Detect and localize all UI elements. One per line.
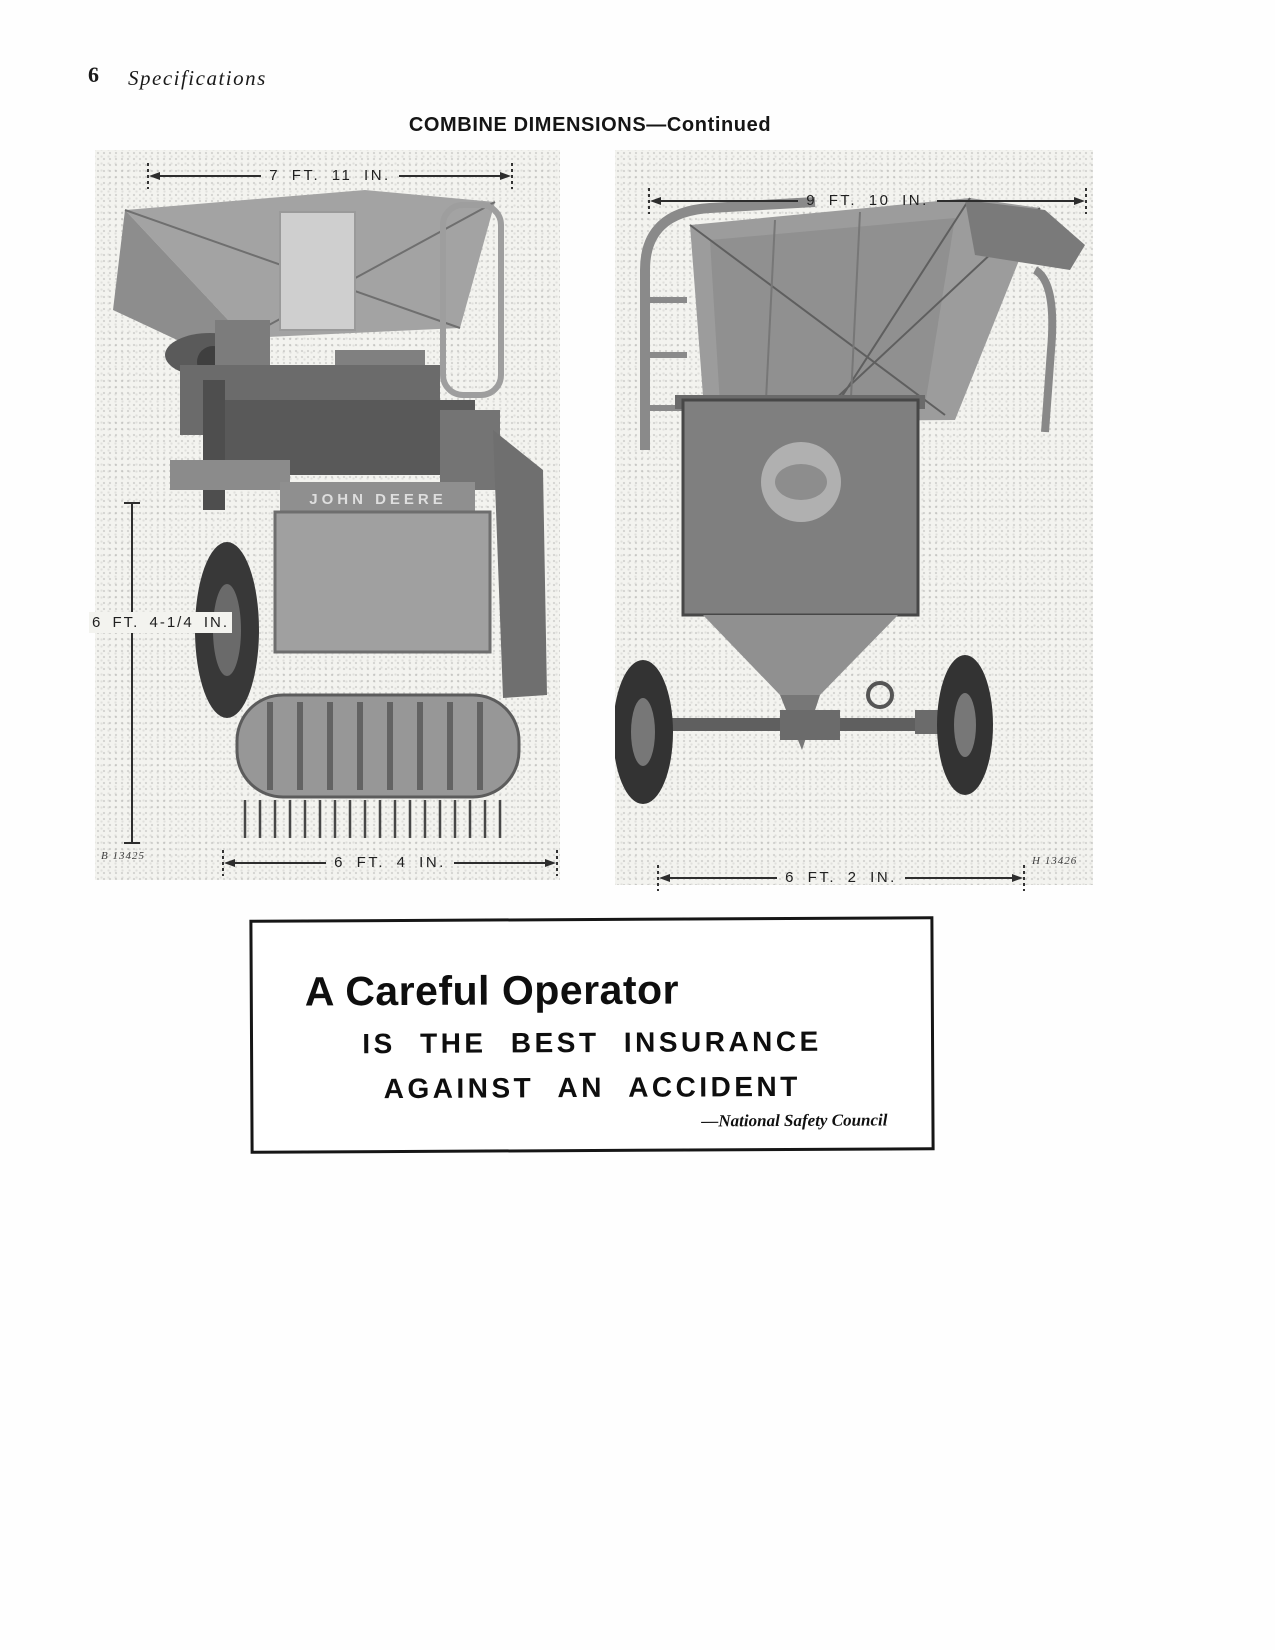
dimension-line	[160, 175, 261, 177]
arrow-left-icon	[149, 172, 160, 180]
page-number: 6	[88, 62, 99, 87]
safety-line-2: IS THE BEST INSURANCE	[362, 1025, 822, 1060]
pickup-teeth-shape	[245, 800, 500, 838]
dimension-line	[937, 200, 1074, 202]
dimension-line	[905, 877, 1012, 879]
arrow-right-icon	[545, 859, 556, 867]
extension-line	[511, 163, 513, 189]
arrow-right-icon	[1074, 197, 1085, 205]
pickup-cylinder-shape	[237, 695, 519, 797]
extension-line	[1085, 188, 1087, 214]
arrow-left-icon	[224, 859, 235, 867]
engine-deck-shape	[170, 320, 500, 510]
dimension-label: 6 FT. 2 IN.	[785, 868, 897, 886]
dimension-rear-top-width	[648, 190, 1087, 212]
figure-combine-rear	[615, 150, 1093, 885]
dimension-front-bottom-width	[222, 852, 558, 874]
axle-shape	[653, 710, 983, 740]
extension-line	[1023, 865, 1025, 891]
safety-attribution: —National Safety Council	[701, 1110, 888, 1131]
machine-brand-label: JOHN DEERE	[309, 491, 447, 508]
photo-id: H 13426	[1032, 855, 1078, 867]
arrow-right-icon	[1012, 874, 1023, 882]
dimension-label: 7 FT. 11 IN.	[269, 166, 391, 184]
hopper-shape	[113, 190, 501, 395]
page-title: COMBINE DIMENSIONS—Continued	[408, 114, 772, 136]
right-wheel-shape	[937, 655, 993, 795]
dimension-front-height	[131, 502, 133, 844]
left-wheel-shape	[615, 660, 673, 804]
extension-line	[556, 850, 558, 876]
dimension-line	[661, 200, 798, 202]
photo-id: B 13425	[101, 850, 145, 862]
dimension-front-top-width	[147, 165, 513, 187]
side-panel-shape	[493, 430, 547, 698]
dimension-label: 6 FT. 4-1/4 IN.	[89, 612, 232, 633]
section-title: Specifications	[128, 66, 267, 90]
dimension-label: 6 FT. 4 IN.	[334, 853, 446, 871]
safety-line-3: AGAINST AN ACCIDENT	[383, 1070, 801, 1105]
dimension-line	[235, 862, 326, 864]
dimension-label: 9 FT. 10 IN.	[806, 191, 929, 209]
arrow-left-icon	[650, 197, 661, 205]
dimension-line	[399, 175, 500, 177]
combine-front-illustration	[95, 150, 560, 880]
arrow-left-icon	[659, 874, 670, 882]
grain-tank-shape	[275, 512, 490, 652]
safety-heading: A Careful Operator	[304, 966, 680, 1015]
figure-combine-front	[92, 150, 560, 880]
dimension-rear-bottom-width	[657, 867, 1025, 889]
brand-bar	[280, 482, 475, 512]
dimension-line	[454, 862, 545, 864]
grain-tank-shape	[675, 395, 925, 615]
dimension-line	[670, 877, 777, 879]
combine-rear-illustration	[615, 150, 1093, 885]
safety-message-box	[249, 916, 934, 1154]
arrow-right-icon	[500, 172, 511, 180]
